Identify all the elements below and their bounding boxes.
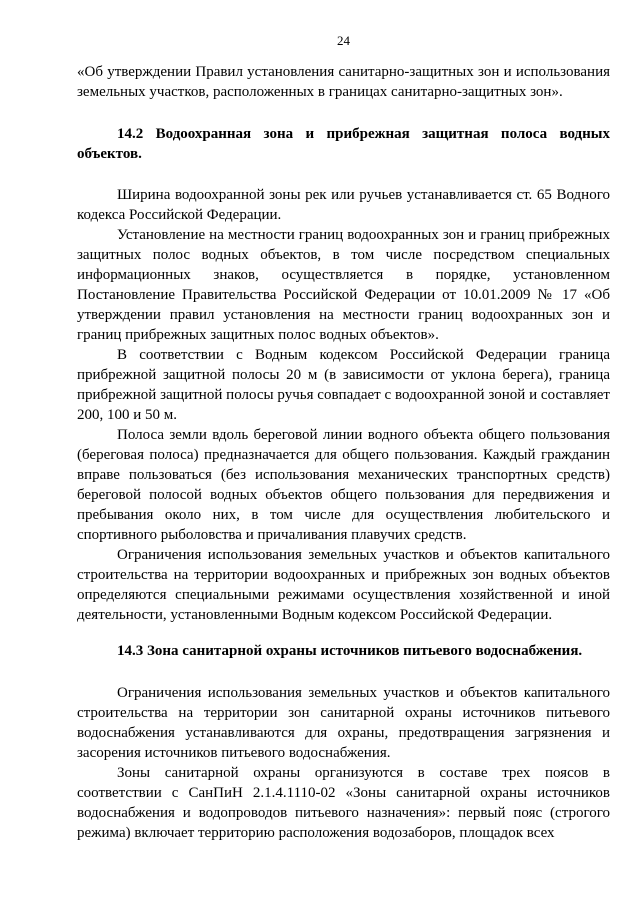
section-14-3-heading: 14.3 Зона санитарной охраны источников питьевого водоснабжения.	[117, 643, 583, 659]
paragraph: Полоса земли вдоль береговой линии водного объекта общего пользования (береговая полоса) предназначается для общего пользования. Каждый гражданин вправе пользоваться (без использования механических транспортных средств) береговой полосой водных объектов общего пользования для передвижения и пребывания около них, в том числе для осуществления любительского и спортивного рыболовства и причаливания плавучих средств.	[77, 427, 610, 543]
section-14-2-heading: 14.2 Водоохранная зона и прибрежная защитная полоса водных объектов.	[77, 126, 610, 162]
paragraph: В соответствии с Водным кодексом Российской Федерации граница прибрежной защитной полосы 20 м (в зависимости от уклона берега), граница прибрежной защитной полосы ручья совпадает с водоохранной зоной и составляет 200, 100 и 50 м.	[77, 347, 610, 423]
paragraph: Зоны санитарной охраны организуются в составе трех поясов в соответствии с СанПиН 2.1.4.1110-02 «Зоны санитарной охраны источников водоснабжения и водопроводов питьевого назначения»: первый пояс (строгого режима) включает территорию расположения водозаборов, площадок всех	[77, 765, 610, 841]
document-page	[77, 0, 610, 905]
paragraph: Ограничения использования земельных участков и объектов капитального строительства на территории водоохранных и прибрежных зон водных объектов определяются специальными режимами осуществления хозяйственной и иной деятельности, установленными Водным кодексом Российской Федерации.	[77, 547, 610, 623]
paragraph: Ограничения использования земельных участков и объектов капитального строительства на территории зон санитарной охраны источников питьевого водоснабжения устанавливаются для охраны, предотвращения загрязнения и засорения источников питьевого водоснабжения.	[77, 685, 610, 761]
paragraph: Ширина водоохранной зоны рек или ручьев устанавливается ст. 65 Водного кодекса Российской Федерации.	[77, 187, 610, 223]
paragraph: Установление на местности границ водоохранных зон и границ прибрежных защитных полос водных объектов, в том числе посредством специальных информационных знаков, осуществляется в порядке, установленном Постановление Правительства Российской Федерации от 10.01.2009 № 17 «Об утверждении правил установления на местности границ водоохранных зон и границ прибрежных защитных полос водных объектов».	[77, 227, 610, 343]
page-number: 24	[337, 33, 350, 48]
intro-paragraph: «Об утверждении Правил установления санитарно-защитных зон и использования земельных участков, расположенных в границах санитарно-защитных зон».	[77, 64, 610, 100]
